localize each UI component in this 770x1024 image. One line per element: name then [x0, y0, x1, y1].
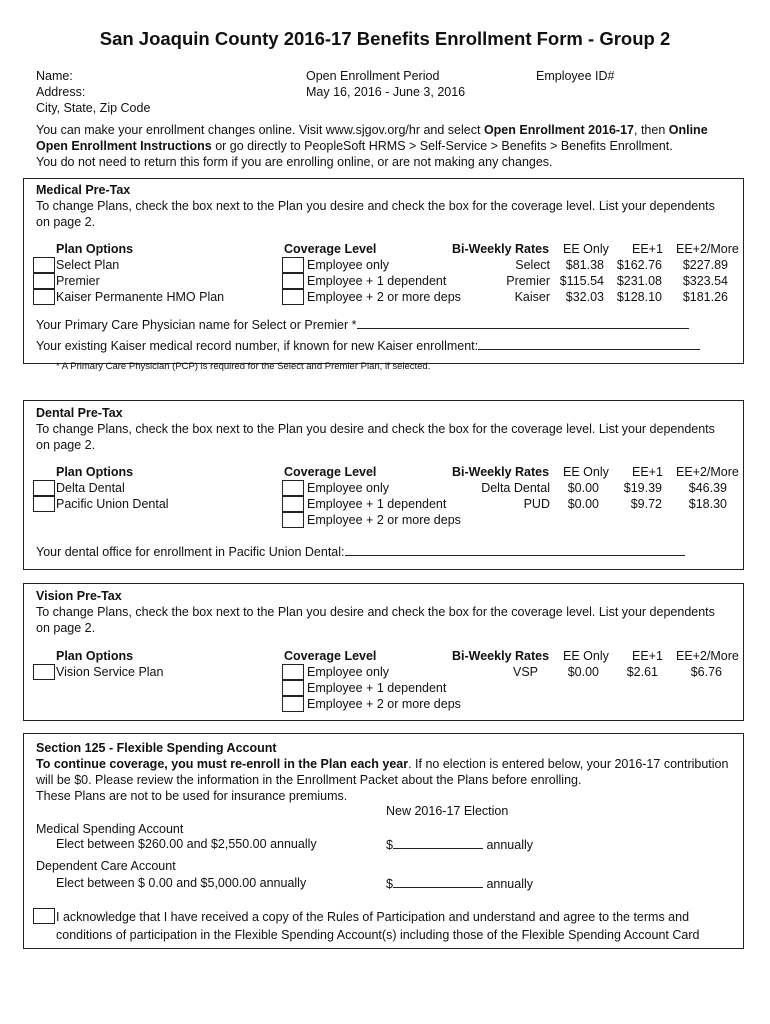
fsa-heading: Section 125 - Flexible Spending Account	[36, 741, 277, 755]
dental-ee-only-header: EE Only	[563, 465, 609, 479]
dental-biweekly-header: Bi-Weekly Rates	[452, 465, 550, 479]
medical-heading: Medical Pre-Tax	[36, 183, 131, 197]
intro-line-1: You can make your enrollment changes online. Visit www.sjgov.org/hr and select Open Enrollment 2016-17, then Online	[36, 123, 708, 137]
medical-rate-ee1: $231.08	[616, 274, 662, 288]
medical-plan-select-checkbox[interactable]	[33, 257, 55, 273]
dental-coverage-ee: Employee only	[307, 481, 389, 495]
kaiser-label: Your existing Kaiser medical record number, if known for new Kaiser enrollment:	[36, 339, 479, 353]
dental-rate-ee: $0.00	[567, 481, 599, 495]
medical-rate-ee1: $162.76	[616, 258, 662, 272]
dental-rate-ee1: $9.72	[630, 497, 662, 511]
dental-rate-ee2: $46.39	[688, 481, 727, 495]
fsa-line-1: To continue coverage, you must re-enroll in the Plan each year. If no election is entered below, your 2016-17 contribution	[36, 757, 729, 771]
dental-instruction-1: To change Plans, check the box next to the Plan you desire and check the box for the coverage level. List your dependents	[36, 422, 715, 436]
medical-rate-ee: $115.54	[559, 274, 604, 288]
dental-plan-delta: Delta Dental	[56, 481, 125, 495]
vision-coverage-ee2: Employee + 2 or more deps	[307, 697, 461, 711]
dental-plan-pud-checkbox[interactable]	[33, 496, 55, 512]
vision-coverage-ee-checkbox[interactable]	[282, 664, 304, 680]
medical-plan-premier: Premier	[56, 274, 100, 288]
vision-plan-vsp-checkbox[interactable]	[33, 664, 55, 680]
medical-instruction-2: on page 2.	[36, 215, 96, 229]
medical-rate-ee2: $323.54	[682, 274, 728, 288]
dental-heading: Dental Pre-Tax	[36, 406, 123, 420]
dental-coverage-header: Coverage Level	[284, 465, 377, 479]
medical-coverage-ee1-checkbox[interactable]	[282, 273, 304, 289]
vision-coverage-header: Coverage Level	[284, 649, 377, 663]
vision-instruction-1: To change Plans, check the box next to the Plan you desire and check the box for the coverage level. List your dependents	[36, 605, 715, 619]
pcp-footnote: * A Primary Care Physician (PCP) is required for the Select and Premier Plan, if selected.	[56, 361, 431, 372]
medical-rate-name: Premier	[506, 274, 550, 288]
period-label: Open Enrollment Period	[306, 69, 440, 83]
dental-plan-pud: Pacific Union Dental	[56, 497, 169, 511]
medical-rate-name: Kaiser	[514, 290, 550, 304]
fsa-medical-range: Elect between $260.00 and $2,550.00 annually	[56, 837, 317, 851]
dental-plan-delta-checkbox[interactable]	[33, 480, 55, 496]
medical-plan-kaiser-checkbox[interactable]	[33, 289, 55, 305]
fsa-medical-amount-row: $ annually	[386, 838, 534, 852]
address-label: Address:	[36, 85, 86, 99]
dental-plan-options-header: Plan Options	[56, 465, 134, 479]
kaiser-row	[36, 337, 700, 354]
period-dates: May 16, 2016 - June 3, 2016	[306, 85, 466, 99]
fsa-line-3: These Plans are not to be used for insurance premiums.	[36, 789, 348, 803]
dental-coverage-ee1-checkbox[interactable]	[282, 496, 304, 512]
dental-rate-name: PUD	[523, 497, 550, 511]
medical-instruction-1: To change Plans, check the box next to the Plan you desire and check the box for the coverage level. List your dependents	[36, 199, 715, 213]
employee-id-label: Employee ID#	[536, 69, 615, 83]
fsa-acknowledge-checkbox[interactable]	[33, 908, 55, 924]
fsa-medical-label: Medical Spending Account	[36, 822, 184, 836]
vision-plan-options-header: Plan Options	[56, 649, 134, 663]
medical-plan-select: Select Plan	[56, 258, 120, 272]
fsa-dependent-range: Elect between $ 0.00 and $5,000.00 annually	[56, 876, 307, 890]
dental-coverage-ee2: Employee + 2 or more deps	[307, 513, 461, 527]
kaiser-input-line[interactable]	[478, 337, 700, 350]
dental-coverage-ee1: Employee + 1 dependent	[307, 497, 447, 511]
fsa-dependent-amount-row: $ annually	[386, 877, 534, 891]
medical-coverage-ee1: Employee + 1 dependent	[307, 274, 447, 288]
fsa-ack-line-2: conditions of participation in the Flexible Spending Account(s) including those of the Flexible Spending Account Card	[56, 928, 700, 942]
medical-rate-ee2: $227.89	[682, 258, 728, 272]
medical-coverage-header: Coverage Level	[284, 242, 377, 256]
vision-coverage-ee2-checkbox[interactable]	[282, 696, 304, 712]
vision-rate-name: VSP	[512, 665, 538, 679]
medical-ee1-header: EE+1	[632, 242, 663, 256]
vision-coverage-ee1: Employee + 1 dependent	[307, 681, 447, 695]
medical-coverage-ee-checkbox[interactable]	[282, 257, 304, 273]
intro-line-3: You do not need to return this form if you are enrolling online, or are not making any changes.	[36, 155, 553, 169]
dental-coverage-ee2-checkbox[interactable]	[282, 512, 304, 528]
dental-rate-ee2: $18.30	[688, 497, 727, 511]
medical-plan-options-header: Plan Options	[56, 242, 134, 256]
intro-line-2: Open Enrollment Instructions or go directly to PeopleSoft HRMS > Self-Service > Benefits > Benefits Enrollment.	[36, 139, 673, 153]
medical-biweekly-header: Bi-Weekly Rates	[452, 242, 550, 256]
dental-instruction-2: on page 2.	[36, 438, 96, 452]
fsa-line-2: will be $0. Please review the information in the Enrollment Packet about the Plans before enrolling.	[36, 773, 582, 787]
medical-plan-premier-checkbox[interactable]	[33, 273, 55, 289]
dental-ee1-header: EE+1	[632, 465, 663, 479]
fsa-ack-line-1: I acknowledge that I have received a copy of the Rules of Participation and understand and agree to the terms and	[56, 910, 690, 924]
vision-ee1-header: EE+1	[632, 649, 663, 663]
vision-ee2-header: EE+2/More	[676, 649, 739, 663]
pcp-row	[36, 316, 689, 333]
fsa-dependent-amount-input[interactable]	[393, 875, 483, 888]
dental-ee2-header: EE+2/More	[676, 465, 739, 479]
dental-office-row	[36, 543, 685, 560]
vision-biweekly-header: Bi-Weekly Rates	[452, 649, 550, 663]
medical-rate-ee2: $181.26	[682, 290, 728, 304]
vision-coverage-ee: Employee only	[307, 665, 389, 679]
vision-rate-ee1: $2.61	[626, 665, 658, 679]
medical-plan-kaiser: Kaiser Permanente HMO Plan	[56, 290, 225, 304]
medical-coverage-ee2-checkbox[interactable]	[282, 289, 304, 305]
medical-coverage-ee2: Employee + 2 or more deps	[307, 290, 461, 304]
dental-rate-name: Delta Dental	[481, 481, 550, 495]
medical-rate-ee: $32.03	[565, 290, 604, 304]
vision-heading: Vision Pre-Tax	[36, 589, 122, 603]
vision-plan-vsp: Vision Service Plan	[56, 665, 164, 679]
dental-office-input-line[interactable]	[345, 543, 685, 556]
vision-rate-ee2: $6.76	[690, 665, 722, 679]
medical-coverage-ee: Employee only	[307, 258, 389, 272]
dental-rate-ee: $0.00	[567, 497, 599, 511]
vision-instruction-2: on page 2.	[36, 621, 96, 635]
dental-rate-ee1: $19.39	[623, 481, 662, 495]
medical-ee2-header: EE+2/More	[676, 242, 739, 256]
pcp-input-line[interactable]	[357, 316, 689, 329]
medical-rate-ee: $81.38	[565, 258, 604, 272]
fsa-dependent-label: Dependent Care Account	[36, 859, 176, 873]
name-label: Name:	[36, 69, 73, 83]
vision-rate-ee: $0.00	[567, 665, 599, 679]
medical-ee-only-header: EE Only	[563, 242, 609, 256]
dental-office-label: Your dental office for enrollment in Pacific Union Dental:	[36, 545, 345, 559]
page-title: San Joaquin County 2016-17 Benefits Enrollment Form - Group 2	[99, 28, 671, 49]
pcp-label: Your Primary Care Physician name for Select or Premier *	[36, 318, 357, 332]
vision-coverage-ee1-checkbox[interactable]	[282, 680, 304, 696]
dental-coverage-ee-checkbox[interactable]	[282, 480, 304, 496]
city-label: City, State, Zip Code	[36, 101, 151, 115]
vision-ee-only-header: EE Only	[563, 649, 609, 663]
medical-rate-ee1: $128.10	[616, 290, 662, 304]
fsa-new-election: New 2016-17 Election	[386, 804, 509, 818]
medical-rate-name: Select	[515, 258, 550, 272]
fsa-medical-amount-input[interactable]	[393, 836, 483, 849]
